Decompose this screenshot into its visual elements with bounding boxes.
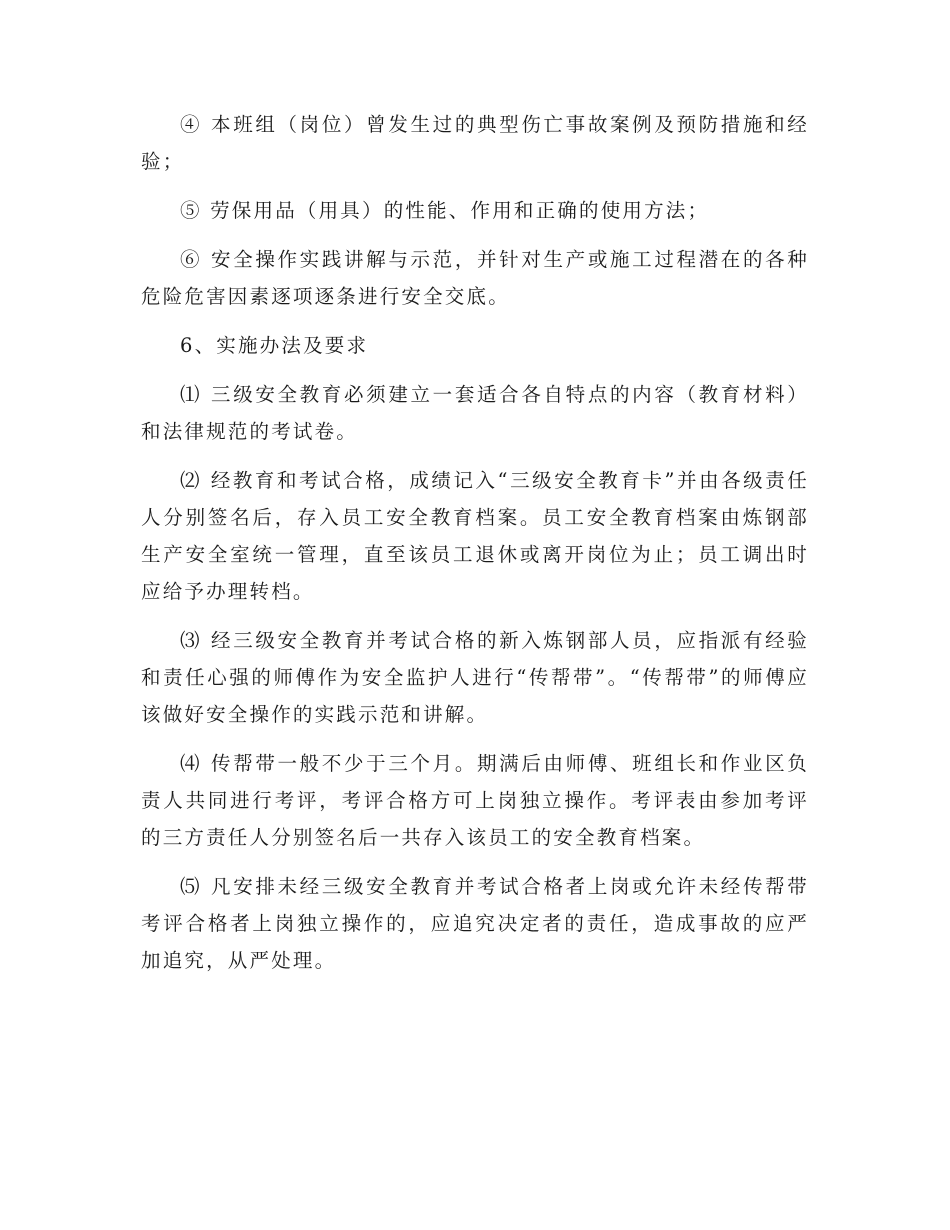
paragraph-rule-2: ⑵ 经教育和考试合格，成绩记入“三级安全教育卡”并由各级责任人分别签名后，存入员工安全教育档案。员工安全教育档案由炼钢部生产安全室统一管理，直至该员工退休或离开岗位为止；员工调出时应给予办理转档。 bbox=[141, 469, 809, 603]
paragraph-item-4: ④ 本班组（岗位）曾发生过的典型伤亡事故案例及预防措施和经验； bbox=[141, 113, 809, 173]
paragraph-rule-4: ⑷ 传帮带一般不少于三个月。期满后由师傅、班组长和作业区负责人共同进行考评，考评合格方可上岗独立操作。考评表由参加考评的三方责任人分别签名后一共存入该员工的安全教育档案。 bbox=[141, 752, 809, 849]
section-heading: 6、实施办法及要求 bbox=[180, 334, 369, 357]
paragraph-rule-3: ⑶ 经三级安全教育并考试合格的新入炼钢部人员，应指派有经验和责任心强的师傅作为安全监护人进行“传帮带”。“传帮带”的师傅应该做好安全操作的实践示范和讲解。 bbox=[141, 629, 809, 726]
document-body bbox=[141, 106, 809, 991]
paragraph-item-5: ⑤ 劳保用品（用具）的性能、作用和正确的使用方法； bbox=[180, 199, 710, 222]
paragraph-item-6: ⑥ 安全操作实践讲解与示范，并针对生产或施工过程潜在的各种危险危害因素逐项逐条进行安全交底。 bbox=[141, 248, 809, 308]
paragraph-rule-5: ⑸ 凡安排未经三级安全教育并考试合格者上岗或允许未经传帮带考评合格者上岗独立操作的，应追究决定者的责任，造成事故的应严加追究，从严处理。 bbox=[141, 875, 809, 972]
paragraph-rule-1: ⑴ 三级安全教育必须建立一套适合各自特点的内容（教育材料）和法律规范的考试卷。 bbox=[141, 383, 809, 443]
